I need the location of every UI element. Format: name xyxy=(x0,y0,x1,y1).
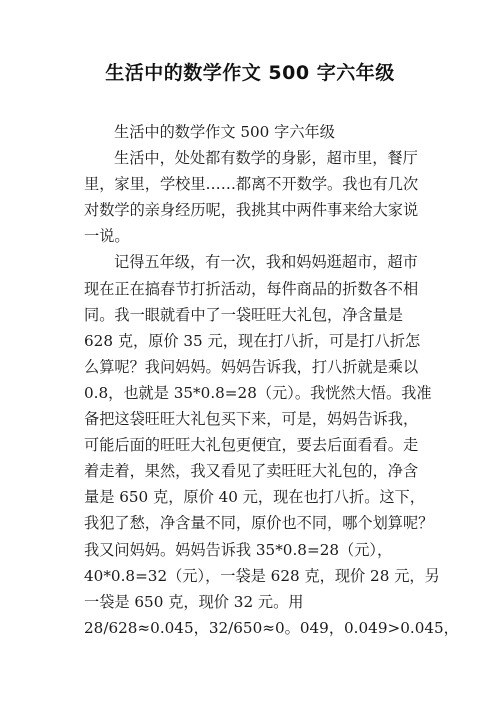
document-body xyxy=(84,119,459,641)
body-line: 我犯了愁，净含量不同，原价也不同，哪个划算呢？ xyxy=(84,514,434,533)
body-line: 628 克，原价 35 元，现在打八折，可是打八折怎 xyxy=(84,331,421,350)
body-line: 现在正在搞春节打折活动，每件商品的折数各不相 xyxy=(84,279,419,298)
body-line: 同。我一眼就看中了一袋旺旺大礼包，净含量是 xyxy=(84,305,403,324)
body-line: 备把这袋旺旺大礼包买下来，可是，妈妈告诉我， xyxy=(84,410,419,429)
body-line: 量是 650 克，原价 40 元，现在也打八折。这下， xyxy=(84,488,425,507)
document-title: 生活中的数学作文 500 字六年级 xyxy=(105,62,395,84)
body-line: 一袋是 650 克，现价 32 元。用 xyxy=(84,592,304,611)
body-line: 可能后面的旺旺大礼包更便宜，要去后面看看。走 xyxy=(84,436,419,455)
body-line: 么算呢？我问妈妈。妈妈告诉我，打八折就是乘以 xyxy=(84,357,419,376)
body-line: 对数学的亲身经历呢，我挑其中两件事来给大家说 xyxy=(84,201,419,220)
body-line: 记得五年级，有一次，我和妈妈逛超市，超市 xyxy=(114,253,418,272)
body-line: 28/628≈0.045，32/650≈0。049，0.049>0.045， xyxy=(84,618,459,637)
body-line: 生活中的数学作文 500 字六年级 xyxy=(114,123,335,141)
body-line: 0.8，也就是 35*0.8=28（元）。我恍然大悟。我准 xyxy=(84,383,432,402)
body-line: 我又问妈妈。妈妈告诉我 35*0.8=28（元）， xyxy=(84,540,393,559)
body-line: 着走着，果然，我又看见了卖旺旺大礼包的，净含 xyxy=(84,462,419,481)
body-line: 生活中，处处都有数学的身影，超市里，餐厅 xyxy=(114,149,418,168)
body-line: 里，家里，学校里……都离不开数学。我也有几次 xyxy=(84,175,419,194)
body-line: 一说。 xyxy=(84,227,130,246)
body-line: 40*0.8=32（元），一袋是 628 克，现价 28 元，另 xyxy=(84,566,440,585)
